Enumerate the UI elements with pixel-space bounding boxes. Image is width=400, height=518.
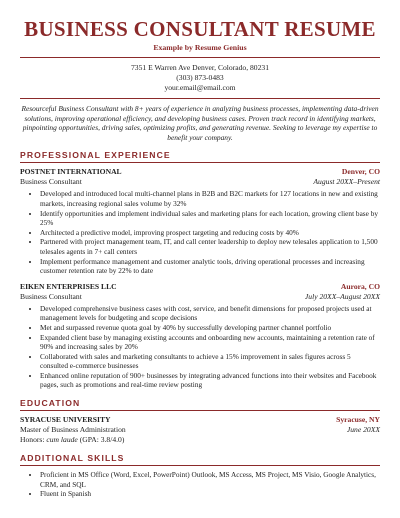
contact-block (20, 63, 380, 93)
job-entry (20, 167, 380, 275)
section-title-education: EDUCATION (20, 398, 81, 409)
bullet-item: • Met and surpassed revenue quota goal by 40% by successfully developing partner channel portfolio (40, 323, 380, 333)
company-name: EIKEN ENTERPRISES LLC (20, 281, 117, 291)
school-location: Syracuse, NY (336, 415, 380, 425)
section-title-experience: PROFESSIONAL EXPERIENCE (20, 150, 171, 161)
tagline: Example by Resume Genius (153, 43, 247, 52)
contact-divider (20, 98, 380, 99)
summary: Resourceful Business Consultant with 8+ years of experience in analyzing business processes, implementing data-driven solutions, improving operational efficiency, and developing business cases. Proven track record in identifying markets, pinpointing opportunities, driving sales, optimizing profits, and generating revenue. Seeking to leverage my expertise to benefit your company. (21, 104, 379, 142)
bullet-item: • Identify opportunities and implement individual sales and marketing plans for each location, growing client base by 25% (40, 209, 380, 228)
job-location: Denver, CO (341, 167, 380, 177)
job-role: Business Consultant (20, 177, 82, 187)
skill-item: • Proficient in MS Office (Word, Excel, PowerPoint) Outlook, MS Access, MS Project, MS Visio, Google Analytics, CRM, and SQL (40, 470, 380, 489)
section-divider (20, 410, 380, 411)
section-divider (20, 162, 380, 163)
bullet-item: • Developed and introduced local multi-channel plans in B2B and B2C markets for 127 locations in new and existing markets, increasing regional sales volume by 32% (40, 189, 380, 208)
bullet-item: • Implement performance management and customer analytic tools, driving operational processes and increasing customer retention rate by 22% to date (40, 257, 380, 276)
graduation-date: June 20XX (346, 425, 380, 435)
phone: (303) 873-0483 (176, 73, 224, 82)
honors-line (20, 435, 380, 445)
skill-item: • Fluent in Spanish (40, 489, 380, 499)
bullet-item: • Partnered with project management team, IT, and call center leadership to deploy new telesales application to 1,500 telesales agents in 7+ call centers (40, 237, 380, 256)
bullet-item: • Expanded client base by managing existing accounts and onboarding new accounts, maintaining a retention rate of 90% and increasing sales by 20% (40, 333, 380, 352)
job-role: Business Consultant (20, 291, 82, 301)
bullet-list (20, 304, 380, 390)
bullet-item: • Collaborated with sales and marketing consultants to achieve a 15% improvement in sales figures across 5 consulted e-commerce businesses (40, 352, 380, 371)
bullet-list (20, 189, 380, 275)
gpa: (GPA: 3.8/4.0) (77, 435, 125, 445)
job-dates: July 20XX–August 20XX (304, 291, 380, 301)
honors-label: Honors: (20, 435, 47, 445)
job-dates: August 20XX–Present (313, 177, 380, 187)
honors-value: cum laude (46, 435, 78, 445)
degree: Master of Business Administration (20, 425, 126, 435)
job-entry (20, 282, 380, 390)
section-divider (20, 465, 380, 466)
resume-title: BUSINESS CONSULTANT RESUME (24, 17, 376, 41)
company-name: POSTNET INTERNATIONAL (20, 167, 122, 177)
email-link[interactable]: your.email@email.com (164, 83, 236, 92)
school-name: SYRACUSE UNIVERSITY (20, 415, 111, 425)
skills-list (20, 470, 380, 499)
bullet-item: • Developed comprehensive business cases with cost, service, and benefit dimensions for proposed projects used at management levels for budgeting and scope decisions (40, 304, 380, 323)
job-location: Aurora, CO (340, 281, 380, 291)
address: 7351 E Warren Ave Denver, Colorado, 80231 (131, 63, 269, 72)
bullet-item: • Enhanced online reputation of 900+ businesses by integrating advanced functions into their websites and Facebook pages, such as promotions and real-time review posting (40, 371, 380, 390)
header-divider (20, 57, 380, 58)
section-title-skills: ADDITIONAL SKILLS (20, 453, 125, 464)
bullet-item: • Architected a predictive model, improving prospect targeting and reducing costs by 40% (40, 228, 380, 238)
